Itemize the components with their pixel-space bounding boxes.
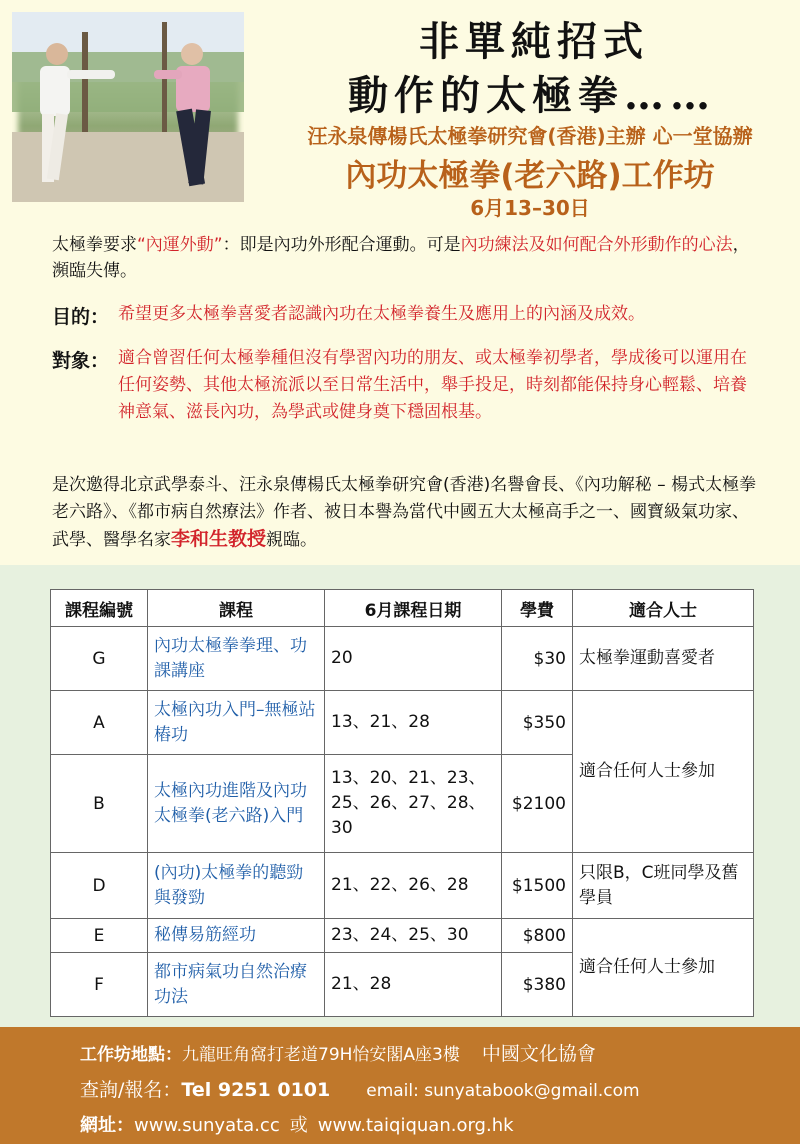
workshop-dates: 6月13–30日: [470, 196, 590, 220]
target-text: 適合曾習任何太極拳種但沒有學習內功的朋友、或太極拳初學者，學成後可以運用在任何姿勢、其他太極流派以至日常生活中，舉手投足，時刻都能保持身心輕鬆、培養神意氣、滋長內功，為學武或健身奠下穩固根基。: [118, 348, 747, 422]
enquiry-label: 查詢/報名：: [80, 1079, 182, 1101]
header-course: 課程: [148, 590, 325, 627]
course-code: G: [51, 627, 148, 691]
purpose-label: 目的：: [52, 306, 110, 328]
venue-label: 工作坊地點：: [80, 1045, 182, 1065]
course-audience: 適合任何人士參加: [573, 691, 754, 853]
website-label: 網址：: [80, 1115, 134, 1136]
course-code: F: [51, 953, 148, 1017]
headline-line-1: 非單純招式: [419, 18, 649, 65]
website-line: [80, 1111, 514, 1137]
target-label: 對象：: [52, 350, 110, 372]
course-name: 秘傳易筋經功: [148, 919, 325, 953]
course-fee: $1500: [502, 853, 573, 919]
table-header-row: [51, 590, 754, 627]
course-audience: 適合任何人士參加: [573, 919, 754, 1017]
table-row: [51, 853, 754, 919]
course-audience: 只限B，C班同學及舊學員: [573, 853, 754, 919]
course-dates: 13、20、21、23、25、26、27、28、30: [325, 755, 502, 853]
intro-text-e: ，瀕臨失傳。: [52, 235, 750, 281]
course-fee: $380: [502, 953, 573, 1017]
phone-number[interactable]: Tel 9251 0101: [181, 1079, 331, 1101]
course-name: 內功太極拳拳理、功課講座: [148, 627, 325, 691]
workshop-title: 內功太極拳(老六路)工作坊: [345, 158, 715, 194]
venue-org: 中國文化協會: [481, 1043, 596, 1065]
course-dates: 23、24、25、30: [325, 919, 502, 953]
teacher-name: 李和生教授: [171, 528, 267, 550]
venue-address: 九龍旺角窩打老道79H怡安閣A座3樓: [182, 1045, 460, 1065]
website-link-1[interactable]: www.sunyata.cc: [134, 1115, 280, 1136]
course-code: D: [51, 853, 148, 919]
poster-top: [0, 0, 800, 565]
course-name: 太極內功入門–無極站樁功: [148, 691, 325, 755]
header-dates: 6月課程日期: [325, 590, 502, 627]
website-link-2[interactable]: www.taiqiquan.org.hk: [317, 1115, 514, 1136]
course-dates: 13、21、28: [325, 691, 502, 755]
header-code: 課程編號: [51, 590, 148, 627]
purpose-text: 希望更多太極拳喜愛者認識內功在太極拳養生及應用上的內涵及成效。: [118, 304, 645, 324]
course-name: (內功)太極拳的聽勁與發勁: [148, 853, 325, 919]
website-or: 或: [289, 1115, 308, 1136]
course-code: B: [51, 755, 148, 853]
teacher-end: 親臨。: [266, 530, 318, 550]
teacher-paragraph: [52, 472, 762, 554]
course-dates: 20: [325, 627, 502, 691]
table-row: [51, 691, 754, 755]
header-fee: 學費: [502, 590, 573, 627]
course-code: A: [51, 691, 148, 755]
intro-text-a: 太極拳要求: [52, 235, 137, 255]
course-code: E: [51, 919, 148, 953]
table-row: [51, 627, 754, 691]
course-fee: $350: [502, 691, 573, 755]
organizer-line: 汪永泉傳楊氏太極拳研究會(香港)主辦 心一堂協辦: [307, 124, 753, 148]
course-dates: 21、28: [325, 953, 502, 1017]
teacher-text: 是次邀得北京武學泰斗、汪永泉傳楊氏太極拳研究會(香港)名譽會長、《內功解秘 – 楊式太極拳老六路》、《都市病自然療法》作者、被日本譽為當代中國五大太極高手之一、國寶級氣功家、武學、醫學名家: [52, 475, 757, 550]
course-fee: $30: [502, 627, 573, 691]
course-audience: 太極拳運動喜愛者: [573, 627, 754, 691]
course-name: 太極內功進階及內功太極拳(老六路)入門: [148, 755, 325, 853]
course-name: 都市病氣功自然治療功法: [148, 953, 325, 1017]
course-dates: 21、22、26、28: [325, 853, 502, 919]
intro-text-c: ：即是內功外形配合運動。可是: [222, 235, 461, 255]
intro-highlight: 內功練法及如何配合外形動作的心法: [460, 235, 733, 255]
course-fee: $2100: [502, 755, 573, 853]
email-link[interactable]: email: sunyatabook@gmail.com: [366, 1081, 640, 1101]
intro-quote: “內運外動”: [137, 235, 223, 255]
taichi-photo: [12, 12, 244, 202]
table-row: [51, 919, 754, 953]
course-table: [50, 589, 754, 1017]
footer-info: [0, 1027, 800, 1144]
course-fee: $800: [502, 919, 573, 953]
headline-line-2: 動作的太極拳……: [348, 72, 716, 119]
header-audience: 適合人士: [573, 590, 754, 627]
venue-line: [80, 1039, 596, 1066]
intro-paragraph: [52, 232, 762, 284]
enquiry-line: [80, 1075, 640, 1102]
